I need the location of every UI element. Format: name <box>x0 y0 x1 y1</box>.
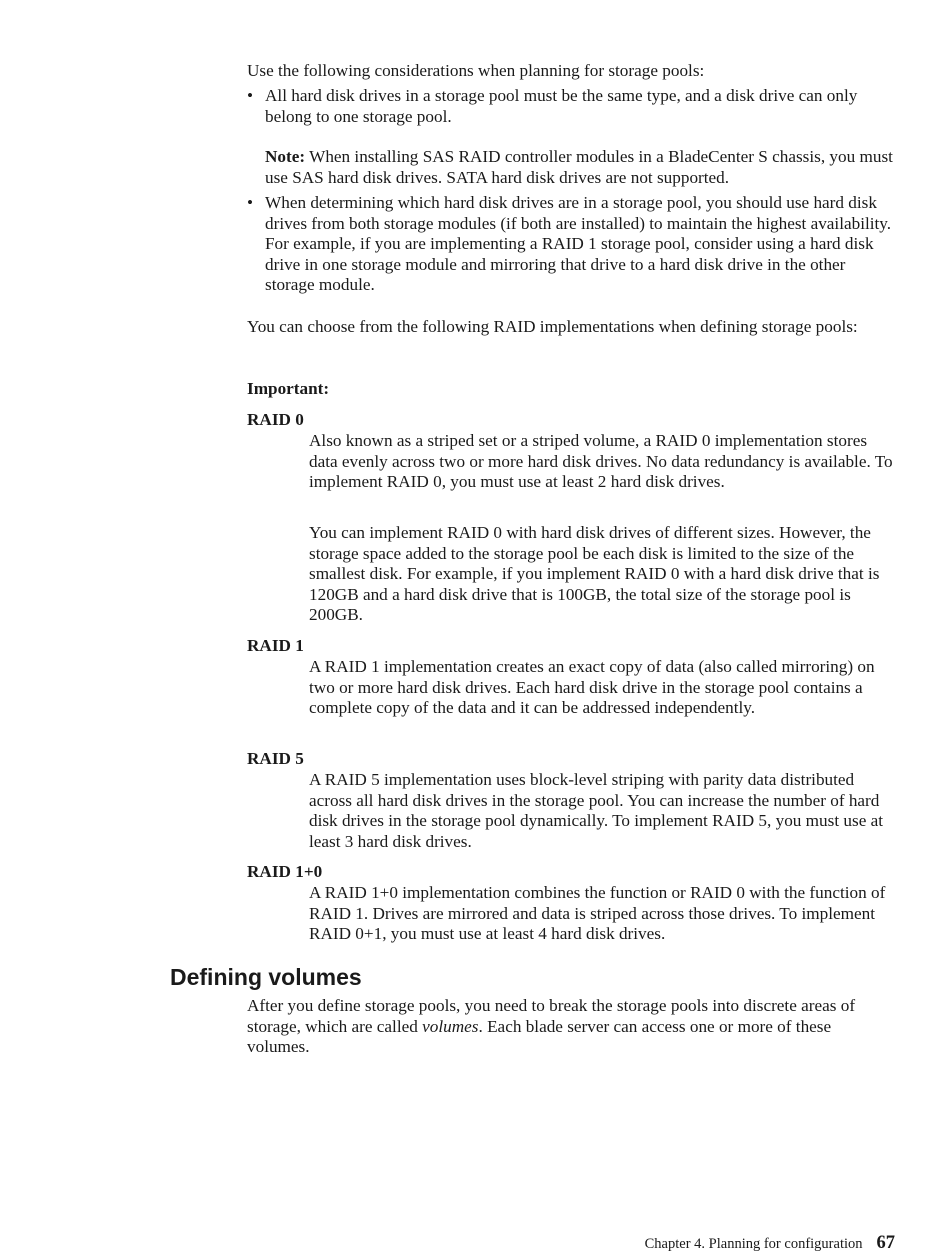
note-text: When installing SAS RAID controller modules in a BladeCenter S chassis, you must use SAS hard disk drives. SATA hard disk drives are not supported. <box>265 147 893 187</box>
considerations-list <box>247 86 897 188</box>
intro-paragraph: Use the following considerations when planning for storage pools: <box>247 61 705 80</box>
raid-intro-paragraph: You can choose from the following RAID implementations when defining storage pools: <box>247 317 858 336</box>
note <box>265 147 897 188</box>
raid-0-term: RAID 0 <box>247 410 304 429</box>
section-italic-term: volumes <box>422 1016 479 1036</box>
page-footer <box>645 1233 895 1254</box>
page-number: 67 <box>876 1233 895 1253</box>
section-heading: Defining volumes <box>170 964 362 990</box>
raid-1-0-term: RAID 1+0 <box>247 862 323 881</box>
raid-1-term: RAID 1 <box>247 636 304 655</box>
raid-0-description-continued: You can implement RAID 0 with hard disk drives of different sizes. However, the storage space added to the storage pool be each disk is limited to the size of the smallest disk. For example, if you implement RAID 0 with a hard disk drive that is 120GB and a hard disk drive that is 100GB, the total size of the storage pool is 200GB. <box>309 523 880 625</box>
footer-chapter: Chapter 4. Planning for configuration <box>644 1236 863 1252</box>
note-label: Note: <box>265 147 306 167</box>
section-paragraph <box>247 996 897 1058</box>
bullet-icon: • <box>247 86 254 105</box>
section-text-before: After you define storage pools, you need to break the storage pools into discrete areas of storage, which are called <box>247 996 856 1036</box>
list-item <box>247 86 897 188</box>
raid-0-description: Also known as a striped set or a striped volume, a RAID 0 implementation stores data evenly across two or more hard disk drives. No data redundancy is available. To implement RAID 0, you must use at least 2 hard disk drives. <box>309 431 893 492</box>
list-item-text: All hard disk drives in a storage pool must be the same type, and a disk drive can only belong to one storage pool. <box>265 86 858 126</box>
raid-5-description: A RAID 5 implementation uses block-level striping with parity data distributed across all hard disk drives in the storage pool. You can increase the number of hard disk drives in the storage pool dynamically. To implement RAID 5, you must use at least 3 hard disk drives. <box>309 770 884 851</box>
raid-1-0-description: A RAID 1+0 implementation combines the function or RAID 0 with the function of RAID 1. Drives are mirrored and data is striped across those drives. To implement RAID 0+1, you must use at least 4 hard disk drives. <box>309 883 886 944</box>
section-text-after: . Each blade server can access one or more of these volumes. <box>247 1016 832 1057</box>
important-label: Important: <box>247 379 330 398</box>
bullet-icon: • <box>247 193 254 212</box>
list-item-text: When determining which hard disk drives are in a storage pool, you should use hard disk drives from both storage modules (if both are installed) to maintain the highest availability. For example, if you are implementing a RAID 1 storage pool, consider using a hard disk drive in one storage module and mirroring that drive to a hard disk drive in the other storage module. <box>265 193 892 295</box>
raid-5-term: RAID 5 <box>247 749 304 768</box>
list-item <box>247 193 897 296</box>
considerations-list-continued <box>247 193 897 296</box>
raid-1-description: A RAID 1 implementation creates an exact copy of data (also called mirroring) on two or more hard disk drives. Each hard disk drive in the storage pool contains a complete copy of the data and it can be addressed independently. <box>309 657 875 718</box>
